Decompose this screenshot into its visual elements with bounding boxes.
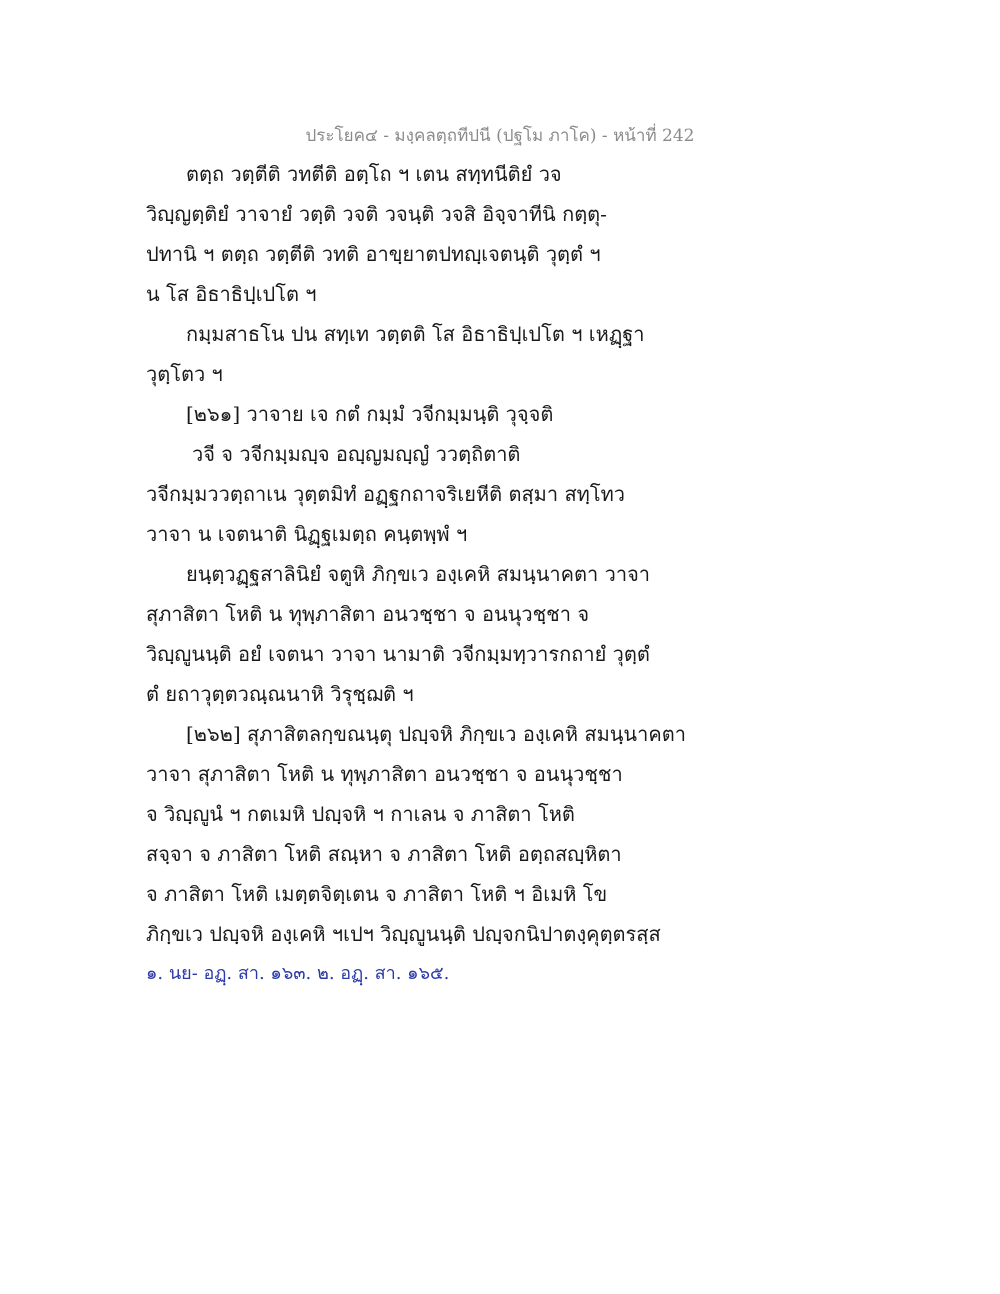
text-line: ตตฺถ วตฺตีติ วทตีติ อตฺโถ ฯ เตน สทฺทนีติยํ วจ <box>186 162 562 186</box>
text-line: ยนฺตฺวฏฺฐสาลินิยํ จตูหิ ภิกฺขเว องฺเคหิ สมนฺนาคตา วาจา <box>186 562 651 586</box>
page-header <box>0 122 1000 149</box>
text-line: สุภาสิตา โหติ น ทุพฺภาสิตา อนวชฺชา จ อนนุวชฺชา จ <box>146 602 590 626</box>
text-line: ปทานิ ฯ ตตฺถ วตฺตีติ วทติ อาขฺยาตปทญฺเจตนฺติ วุตฺตํ ฯ <box>146 242 601 266</box>
text-line: วิญฺญตฺติยํ วาจายํ วตฺติ วจติ วจนฺติ วจสิ อิจฺจาทีนิ กตฺตุ- <box>146 202 607 226</box>
text-line: วาจา สุภาสิตา โหติ น ทุพฺภาสิตา อนวชฺชา จ อนนุวชฺชา <box>146 762 623 786</box>
text-line: จ ภาสิตา โหติ เมตฺตจิตฺเตน จ ภาสิตา โหติ ฯ อิเมหิ โข <box>146 882 608 906</box>
text-line: วาจา น เจตนาติ นิฏฺฐเมตฺถ คนฺตพฺพํ ฯ <box>146 522 468 546</box>
text-line: กมฺมสาธโน ปน สทฺเท วตฺตติ โส อิธาธิปฺเปโต ฯ เหฏฺฐา <box>186 322 645 346</box>
text-line: วจีกมฺมววตฺถาเน วุตฺตมิทํ อฏฺฐกถาจริเยหีติ ตสฺมา สทฺโทว <box>146 482 625 506</box>
text-line: จ วิญฺญูนํ ฯ กตเมหิ ปญฺจหิ ฯ กาเลน จ ภาสิตา โหติ <box>146 802 575 826</box>
text-line: ตํ ยถาวุตฺตวณฺณนาหิ วิรุชฺฌติ ฯ <box>146 682 414 706</box>
footnote: ๑. นย- อฏฺ. สา. ๑๖๓. ๒. อฏฺ. สา. ๑๖๕. <box>146 963 450 984</box>
verse-line: [๒๖๑] วาจาย เจ กตํ กมฺมํ วจีกมฺมนฺติ วุจฺจติ <box>186 402 554 426</box>
text-line: วิญฺญูนนฺติ อยํ เจตนา วาจา นามาติ วจีกมฺมทฺวารกถายํ วุตฺตํ <box>146 642 650 666</box>
verse-line: วจี จ วจีกมฺมญฺจ อญฺญมญฺญํ ววตฺถิตาติ <box>192 442 521 466</box>
page-header-text: ประโยค๔ - มงฺคลตฺถทีปนี (ปฐโม ภาโค) - หน้าที่ 242 <box>305 126 695 146</box>
text-line: น โส อิธาธิปฺเปโต ฯ <box>146 282 317 306</box>
text-line: วุตฺโตว ฯ <box>146 362 223 386</box>
text-line: สจฺจา จ ภาสิตา โหติ สณฺหา จ ภาสิตา โหติ อตฺถสญฺหิตา <box>146 842 622 866</box>
text-line: [๒๖๒] สุภาสิตลกฺขณนฺตุ ปญฺจหิ ภิกฺขเว องฺเคหิ สมนฺนาคตา <box>186 722 686 746</box>
text-line: ภิกฺขเว ปญฺจหิ องฺเคหิ ฯเปฯ วิญฺญูนนฺติ ปญฺจกนิปาตงฺคุตฺตรสฺส <box>146 922 661 946</box>
